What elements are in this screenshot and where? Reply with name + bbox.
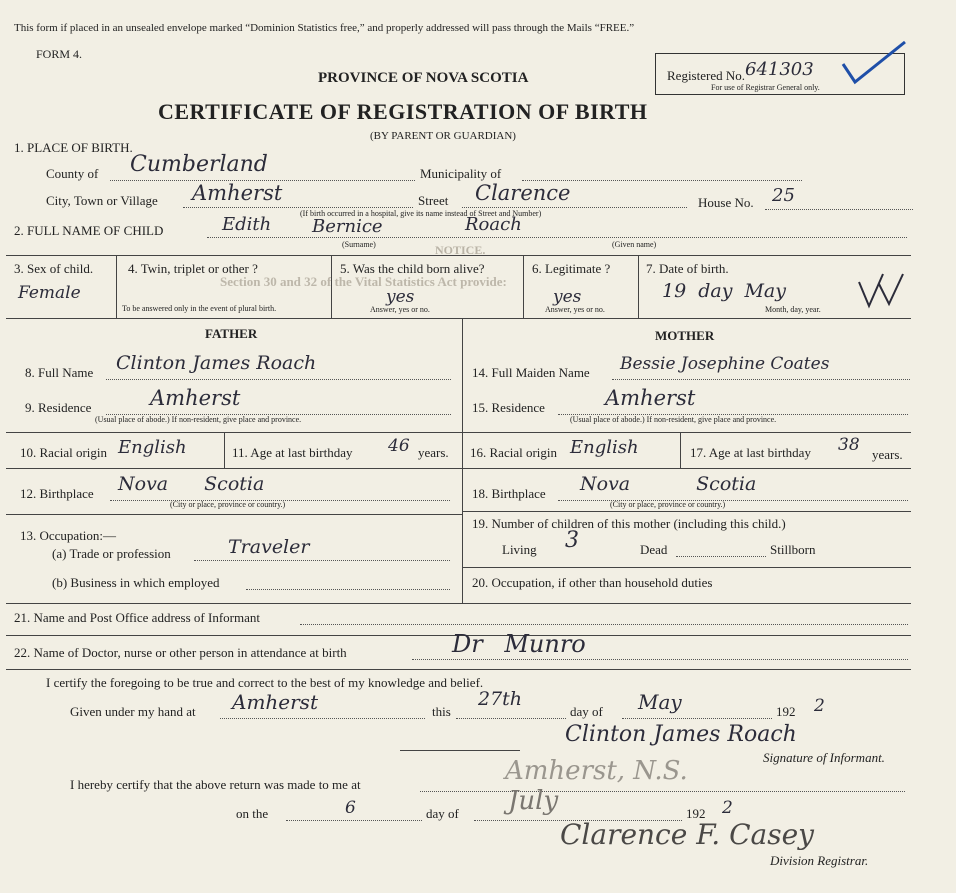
given-year-digit: 2 <box>814 696 825 716</box>
given-under-label: Given under my hand at <box>70 704 196 719</box>
place-of-birth-heading: 1. PLACE OF BIRTH. <box>14 140 133 155</box>
city-label: City, Town or Village <box>46 193 158 208</box>
hereby-statement: I hereby certify that the above return was made to me at <box>70 777 361 792</box>
children-label: 19. Number of children of this mother (including this child.) <box>472 516 786 531</box>
father-years: years. <box>418 445 449 460</box>
alive-label: 5. Was the child born alive? <box>340 261 485 276</box>
dob-label: 7. Date of birth. <box>646 261 729 276</box>
street-label: Street <box>418 193 449 208</box>
informant-label: 21. Name and Post Office address of Informant <box>14 610 260 625</box>
living-label: Living <box>502 542 537 557</box>
informant-signature: Clinton James Roach <box>565 722 797 747</box>
legitimate-label: 6. Legitimate ? <box>532 261 611 276</box>
street-value: Clarence <box>475 181 571 205</box>
legitimate-note: Answer, yes or no. <box>545 305 605 314</box>
sex-value: Female <box>18 283 81 303</box>
mother-racial: English <box>570 437 639 458</box>
mother-residence-note: (Usual place of abode.) If non-resident, give place and province. <box>570 415 777 424</box>
doctor-value: Dr Munro <box>452 630 586 658</box>
mother-age: 38 <box>838 435 860 455</box>
house-number: 25 <box>772 185 795 206</box>
province-heading: PROVINCE OF NOVA SCOTIA <box>318 70 529 86</box>
given-year-prefix: 192 <box>776 704 796 719</box>
given-month: May <box>638 690 682 714</box>
made-year-prefix: 192 <box>686 806 706 821</box>
given-day-of: day of <box>570 704 603 719</box>
form-number: FORM 4. <box>36 47 83 61</box>
given-place: Amherst <box>232 690 318 714</box>
father-residence-note: (Usual place of abode.) If non-resident, give place and province. <box>95 415 302 424</box>
trade-label: (a) Trade or profession <box>52 546 171 561</box>
bleed-through-notice: NOTICE. <box>435 243 486 257</box>
registrar-label: Division Registrar. <box>770 853 869 868</box>
dob-note: Month, day, year. <box>765 305 821 314</box>
doctor-label: 22. Name of Doctor, nurse or other person in attendance at birth <box>14 645 347 660</box>
mother-name: Bessie Josephine Coates <box>620 354 830 374</box>
father-age: 46 <box>388 436 410 456</box>
mother-birthplace-note: (City or place, province or country.) <box>610 500 726 509</box>
child-surname: Roach <box>465 214 522 235</box>
father-birthplace-label: 12. Birthplace <box>20 486 94 501</box>
made-at-place: Amherst, N.S. <box>505 756 688 786</box>
mother-residence-label: 15. Residence <box>472 400 545 415</box>
father-residence: Amherst <box>150 386 241 410</box>
registrar-note: For use of Registrar General only. <box>711 83 820 92</box>
given-day: 27th <box>478 688 523 710</box>
certificate-subtitle: (BY PARENT OR GUARDIAN) <box>370 130 516 142</box>
twin-label: 4. Twin, triplet or other ? <box>128 261 258 276</box>
hospital-note: (If birth occurred in a hospital, give its name instead of Street and Number) <box>300 209 542 218</box>
registered-label: Registered No. <box>667 68 745 83</box>
father-racial: English <box>118 437 187 458</box>
living-count: 3 <box>565 528 579 553</box>
house-label: House No. <box>698 195 754 210</box>
mail-notice: This form if placed in an unsealed envelope marked “Dominion Statistics free,” and properly addressed will pass through the Mails “FREE.” <box>14 22 635 34</box>
registrar-signature: Clarence F. Casey <box>560 818 814 851</box>
father-age-label: 11. Age at last birthday <box>232 445 353 460</box>
father-birthplace-note: (City or place, province or country.) <box>170 500 286 509</box>
county-label: County of <box>46 166 99 181</box>
this-label: this <box>432 704 451 719</box>
mother-age-label: 17. Age at last birthday <box>690 445 811 460</box>
mother-occupation-label: 20. Occupation, if other than household duties <box>472 575 713 590</box>
made-day: 6 <box>345 798 356 818</box>
check-mark-icon <box>835 38 910 90</box>
given-name-note: (Given name) <box>612 240 657 249</box>
surname-note: (Surname) <box>342 240 376 249</box>
dob-value: 19 day May <box>662 280 786 302</box>
sex-label: 3. Sex of child. <box>14 261 94 276</box>
tick-marks-icon <box>855 270 910 315</box>
father-racial-label: 10. Racial origin <box>20 445 108 460</box>
mother-heading: MOTHER <box>655 328 715 343</box>
business-label: (b) Business in which employed <box>52 575 220 590</box>
stillborn-label: Stillborn <box>770 542 816 557</box>
made-month: July <box>508 786 559 816</box>
on-the-label: on the <box>236 806 269 821</box>
twin-note: To be answered only in the event of plural birth. <box>122 304 277 313</box>
child-first-name: Edith <box>222 214 272 235</box>
mother-racial-label: 16. Racial origin <box>470 445 558 460</box>
mother-birthplace: Nova Scotia <box>580 473 757 495</box>
child-middle-name: Bernice <box>312 216 383 237</box>
trade-value: Traveler <box>228 536 310 558</box>
city-value: Amherst <box>192 181 283 205</box>
mother-years: years. <box>872 447 903 462</box>
certify-statement: I certify the foregoing to be true and correct to the best of my knowledge and belief. <box>46 675 484 690</box>
child-name-label: 2. FULL NAME OF CHILD <box>14 223 164 238</box>
made-day-of: day of <box>426 806 459 821</box>
mother-birthplace-label: 18. Birthplace <box>472 486 546 501</box>
legitimate-value: yes <box>553 287 582 307</box>
father-name: Clinton James Roach <box>116 352 317 374</box>
father-residence-label: 9. Residence <box>25 400 92 415</box>
municipality-label: Municipality of <box>420 166 502 181</box>
father-name-label: 8. Full Name <box>25 365 94 380</box>
registered-number: 641303 <box>745 59 814 80</box>
occupation-label: 13. Occupation:— <box>20 528 117 543</box>
alive-value: yes <box>386 287 415 307</box>
made-year-digit: 2 <box>722 798 733 818</box>
dead-label: Dead <box>640 542 668 557</box>
mother-name-label: 14. Full Maiden Name <box>472 365 590 380</box>
informant-signature-label: Signature of Informant. <box>763 750 885 765</box>
father-heading: FATHER <box>205 326 258 341</box>
mother-residence: Amherst <box>605 386 696 410</box>
father-birthplace: Nova Scotia <box>118 473 265 495</box>
alive-note: Answer, yes or no. <box>370 305 430 314</box>
certificate-title: CERTIFICATE OF REGISTRATION OF BIRTH <box>158 99 648 124</box>
bleed-through-section: Section 30 and 32 of the Vital Statistics Act provide: <box>220 274 507 289</box>
county-value: Cumberland <box>130 152 268 177</box>
